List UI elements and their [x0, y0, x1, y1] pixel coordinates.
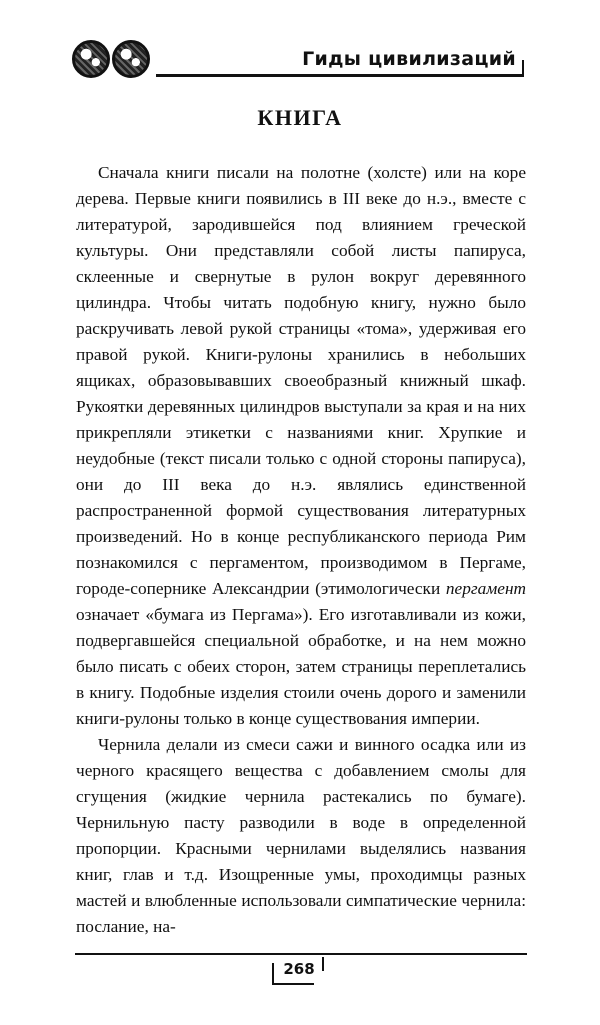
body-text: [76, 160, 526, 940]
paragraph-text: Сначала книги писали на полотне (холсте) или на коре дерева. Первые книги появились в III веке до н.э., вместе с литературой, зародившейся под влиянием греческой культуры. Они представляли собой листы папируса, склеенные и свернутые в рулон вокруг деревянного цилиндра. Чтобы читать подобную книгу, нужно было раскручивать левой рукой страницы «тома», удерживая его правой рукой. Книги-рулоны хранились в небольших ящиках, образовывавших своеобразный книжный шкаф. Рукоятки деревянных цилиндров выступали за края и на них прикрепляли этикетки с названиями книг. Хрупкие и неудобные (текст писали только с одной стороны папируса), они до III века до н.э. являлись единственной распространенной формой существования литературных произведений. Но в конце республиканского периода Рим познакомился с пергаментом, производимом в Пергаме, городе-сопернике Александрии (этимологически: [76, 163, 526, 598]
running-header: [64, 36, 530, 84]
page-number-frame: [272, 983, 314, 985]
chapter-title: КНИГА: [257, 105, 343, 130]
paragraph: Чернила делали из смеси сажи и винного осадка или из черного красящего вещества с добавлением смолы для сгущения (жидкие чернила растекались по бумаге). Чернильную пасту разводили в воде в определенной пропорции. Красными чернилами выделялись названия книг, глав и т.д. Изощренные умы, проходимцы разных мастей и влюбленные использовали симпатические чернила: послание, на-: [76, 735, 526, 936]
globes-icon: [72, 40, 156, 80]
emphasis-term: пергамент: [445, 579, 526, 598]
paragraph-text: означает «бумага из Пергама»). Его изготавливали из кожи, подвергавшейся специальной обработке, и на нем можно было писать с обеих сторон, затем страницы переплетались в книгу. Подобные изделия стоили очень дорого и заменили книги-рулоны только в конце существования империи.: [76, 605, 526, 728]
header-tick: [522, 60, 524, 77]
header-rule: [156, 74, 524, 77]
footer-rule: [75, 953, 527, 955]
page-number: 268: [283, 960, 315, 978]
globe-left-icon: [72, 40, 110, 78]
globe-right-icon: [112, 40, 150, 78]
running-title: Гиды цивилизаций: [302, 48, 516, 70]
paragraph: [76, 160, 526, 732]
